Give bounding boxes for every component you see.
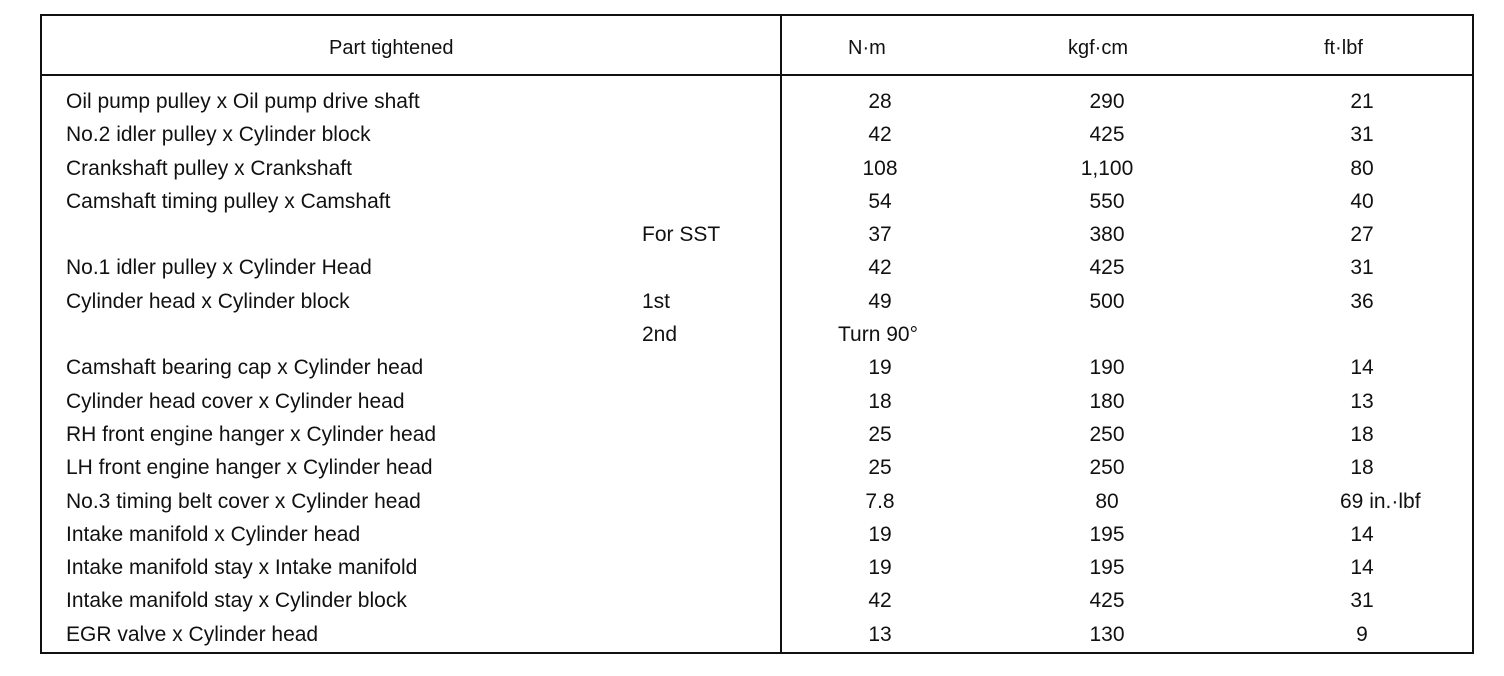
nm-value-cell: Turn 90° bbox=[838, 323, 918, 347]
nm-value-cell: 54 bbox=[868, 189, 892, 213]
nm-value-cell: 25 bbox=[868, 422, 892, 446]
kgf-cm-value-cell: 1,100 bbox=[1080, 156, 1134, 180]
table-row bbox=[42, 321, 1472, 354]
part-tightened-cell: Camshaft bearing cap x Cylinder head bbox=[66, 356, 424, 380]
kgf-cm-value-cell: 195 bbox=[1089, 522, 1125, 546]
kgf-cm-value-cell: 180 bbox=[1089, 389, 1125, 413]
part-tightened-cell: LH front engine hanger x Cylinder head bbox=[66, 456, 433, 480]
table-row bbox=[42, 388, 1472, 421]
part-tightened-cell: Crankshaft pulley x Crankshaft bbox=[66, 156, 352, 180]
nm-value-cell: 42 bbox=[868, 256, 892, 280]
ft-lbf-value-cell: 14 bbox=[1350, 556, 1374, 580]
ft-lbf-value-cell: 13 bbox=[1350, 389, 1374, 413]
table-row bbox=[42, 454, 1472, 487]
part-tightened-cell: Cylinder head cover x Cylinder head bbox=[66, 389, 405, 413]
table-body bbox=[42, 88, 1472, 654]
ft-lbf-value-cell: 9 bbox=[1356, 622, 1368, 646]
nm-value-cell: 19 bbox=[868, 556, 892, 580]
table-row bbox=[42, 421, 1472, 454]
nm-value-cell: 18 bbox=[868, 389, 892, 413]
part-tightened-cell: Cylinder head x Cylinder block bbox=[66, 289, 350, 313]
ft-lbf-value-cell: 27 bbox=[1350, 223, 1374, 247]
ft-lbf-value-cell: 18 bbox=[1350, 456, 1374, 480]
part-tightened-cell: Intake manifold stay x Cylinder block bbox=[66, 589, 407, 613]
ft-lbf-value-cell: 69 in.·lbf bbox=[1340, 489, 1421, 513]
step-note-cell: For SST bbox=[642, 223, 721, 247]
nm-value-cell: 28 bbox=[868, 90, 892, 113]
nm-value-cell: 7.8 bbox=[865, 489, 895, 513]
table-row bbox=[42, 488, 1472, 521]
kgf-cm-value-cell: 550 bbox=[1089, 189, 1125, 213]
part-tightened-cell: EGR valve x Cylinder head bbox=[66, 622, 319, 646]
table-row bbox=[42, 587, 1472, 620]
ft-lbf-value-cell: 31 bbox=[1350, 256, 1374, 280]
table-row bbox=[42, 121, 1472, 154]
kgf-cm-value-cell: 190 bbox=[1089, 356, 1125, 380]
kgf-cm-value-cell: 425 bbox=[1089, 589, 1125, 613]
table-row bbox=[42, 88, 1472, 121]
table-row bbox=[42, 521, 1472, 554]
table-row bbox=[42, 188, 1472, 221]
ft-lbf-value-cell: 14 bbox=[1350, 356, 1374, 380]
ft-lbf-value-cell: 36 bbox=[1350, 289, 1374, 313]
kgf-cm-value-cell: 290 bbox=[1089, 90, 1125, 113]
part-tightened-cell: Intake manifold x Cylinder head bbox=[66, 522, 361, 546]
part-tightened-cell: No.1 idler pulley x Cylinder Head bbox=[66, 256, 372, 280]
ft-lbf-value-cell: 18 bbox=[1350, 422, 1374, 446]
part-tightened-cell: Intake manifold stay x Intake manifold bbox=[66, 556, 418, 580]
table-row bbox=[42, 254, 1472, 287]
kgf-cm-value-cell: 80 bbox=[1095, 489, 1119, 513]
table-row bbox=[42, 288, 1472, 321]
ft-lbf-value-cell: 14 bbox=[1350, 522, 1374, 546]
ft-lbf-value-cell: 21 bbox=[1350, 90, 1374, 113]
part-tightened-cell: Oil pump pulley x Oil pump drive shaft bbox=[66, 90, 420, 113]
kgf-cm-value-cell: 195 bbox=[1089, 556, 1125, 580]
nm-value-cell: 25 bbox=[868, 456, 892, 480]
nm-value-cell: 42 bbox=[868, 123, 892, 147]
kgf-cm-value-cell: 250 bbox=[1089, 422, 1125, 446]
table-row bbox=[42, 354, 1472, 387]
part-tightened-cell: RH front engine hanger x Cylinder head bbox=[66, 422, 437, 446]
table-row bbox=[42, 621, 1472, 654]
header-part-tightened: Part tightened bbox=[329, 37, 454, 59]
torque-specification-table bbox=[40, 14, 1474, 654]
nm-value-cell: 19 bbox=[868, 356, 892, 380]
ft-lbf-value-cell: 40 bbox=[1350, 189, 1374, 213]
header-nm: N·m bbox=[848, 37, 886, 59]
kgf-cm-value-cell: 380 bbox=[1089, 223, 1125, 247]
kgf-cm-value-cell: 425 bbox=[1089, 123, 1125, 147]
kgf-cm-value-cell: 425 bbox=[1089, 256, 1125, 280]
step-note-cell: 1st bbox=[642, 289, 671, 313]
table-row bbox=[42, 221, 1472, 254]
nm-value-cell: 37 bbox=[868, 223, 892, 247]
header-kgf-cm: kgf·cm bbox=[1068, 37, 1128, 59]
kgf-cm-value-cell: 500 bbox=[1089, 289, 1125, 313]
nm-value-cell: 19 bbox=[868, 522, 892, 546]
nm-value-cell: 42 bbox=[868, 589, 892, 613]
header-divider bbox=[42, 74, 1472, 76]
table-row bbox=[42, 155, 1472, 188]
step-note-cell: 2nd bbox=[642, 323, 678, 347]
kgf-cm-value-cell: 130 bbox=[1089, 622, 1125, 646]
kgf-cm-value-cell: 250 bbox=[1089, 456, 1125, 480]
nm-value-cell: 108 bbox=[862, 156, 898, 180]
nm-value-cell: 49 bbox=[868, 289, 892, 313]
part-tightened-cell: No.3 timing belt cover x Cylinder head bbox=[66, 489, 421, 513]
nm-value-cell: 13 bbox=[868, 622, 892, 646]
ft-lbf-value-cell: 80 bbox=[1350, 156, 1374, 180]
ft-lbf-value-cell: 31 bbox=[1350, 123, 1374, 147]
part-tightened-cell: Camshaft timing pulley x Camshaft bbox=[66, 189, 391, 213]
table-row bbox=[42, 554, 1472, 587]
ft-lbf-value-cell: 31 bbox=[1350, 589, 1374, 613]
header-ft-lbf: ft·lbf bbox=[1324, 37, 1363, 59]
part-tightened-cell: No.2 idler pulley x Cylinder block bbox=[66, 123, 371, 147]
